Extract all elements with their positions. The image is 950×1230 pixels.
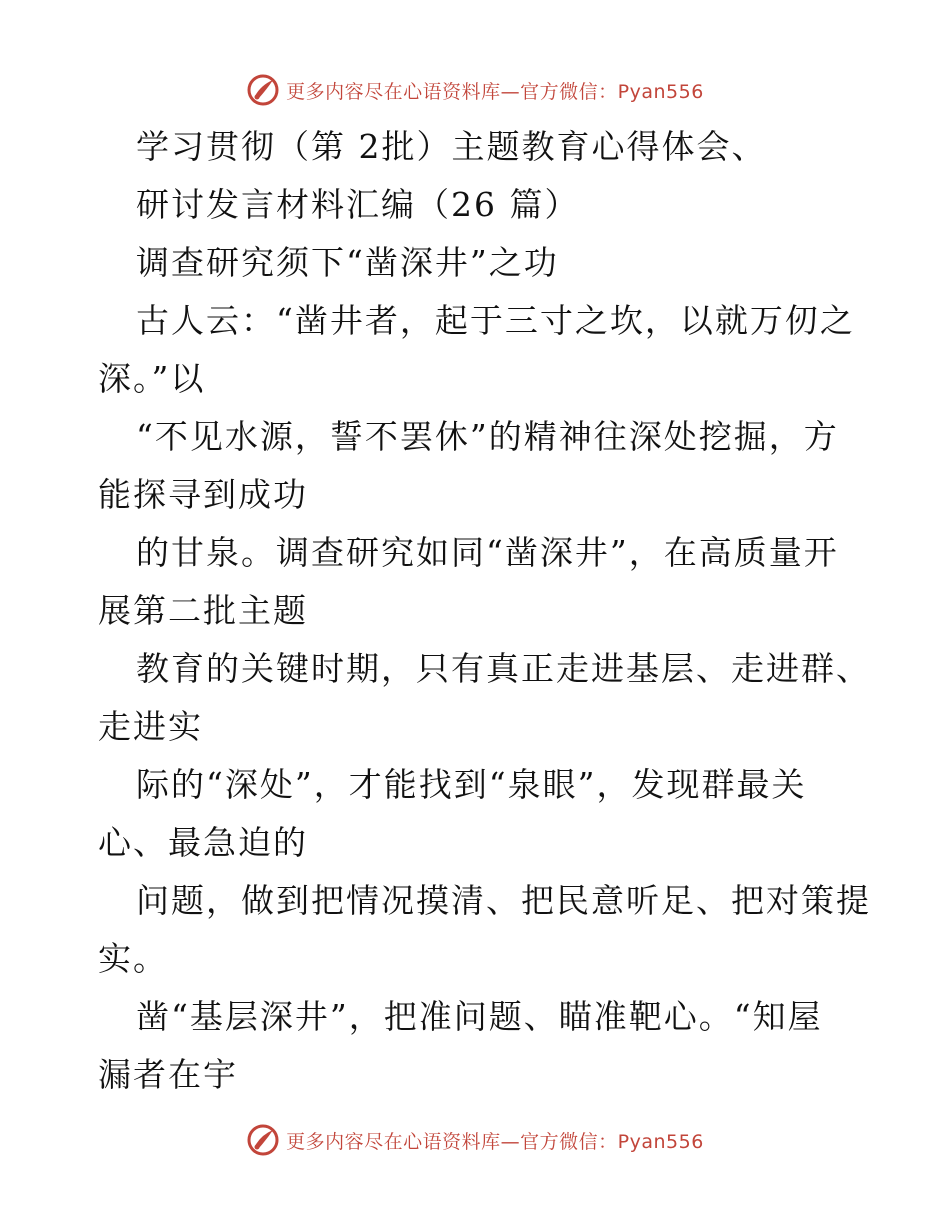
- brush-circle-icon: [246, 1123, 280, 1157]
- text-line: “不见水源，誓不罢休”的精神往深处挖掘，方: [136, 417, 839, 456]
- text-line: 古人云：“凿井者，起于三寸之坎，以就万仞之: [136, 301, 855, 340]
- banner-text: 更多内容尽在心语资料库—官方微信：Pyan556: [286, 80, 704, 103]
- text-line: 的甘泉。调查研究如同“凿深井”，在高质量开: [136, 533, 839, 572]
- text-line: 调查研究须下“凿深井”之功: [136, 243, 559, 282]
- footer-banner: [0, 1120, 950, 1160]
- text-line: 际的“深处”，才能找到“泉眼”，发现群最关: [136, 765, 807, 804]
- text-line: 深。”以: [98, 359, 206, 398]
- brush-circle-icon: [246, 73, 280, 107]
- banner-text: 更多内容尽在心语资料库—官方微信：Pyan556: [286, 1130, 704, 1153]
- text-line: 心、最急迫的: [98, 823, 308, 862]
- text-line: 凿“基层深井”，把准问题、瞄准靶心。“知屋: [136, 997, 823, 1036]
- text-line: 实。: [98, 939, 168, 978]
- text-line: 学习贯彻（第 2批）主题教育心得体会、: [136, 127, 767, 166]
- text-line: 研讨发言材料汇编（26 篇）: [136, 185, 580, 224]
- text-line: 能探寻到成功: [98, 475, 308, 514]
- text-line: 展第二批主题: [98, 591, 308, 630]
- document-body: [98, 118, 871, 1104]
- text-line: 问题，做到把情况摸清、把民意听足、把对策提: [136, 881, 871, 920]
- text-line: 漏者在宇: [98, 1055, 238, 1094]
- text-line: 走进实: [98, 707, 203, 746]
- header-banner: [0, 70, 950, 110]
- text-line: 教育的关键时期，只有真正走进基层、走进群、: [136, 649, 871, 688]
